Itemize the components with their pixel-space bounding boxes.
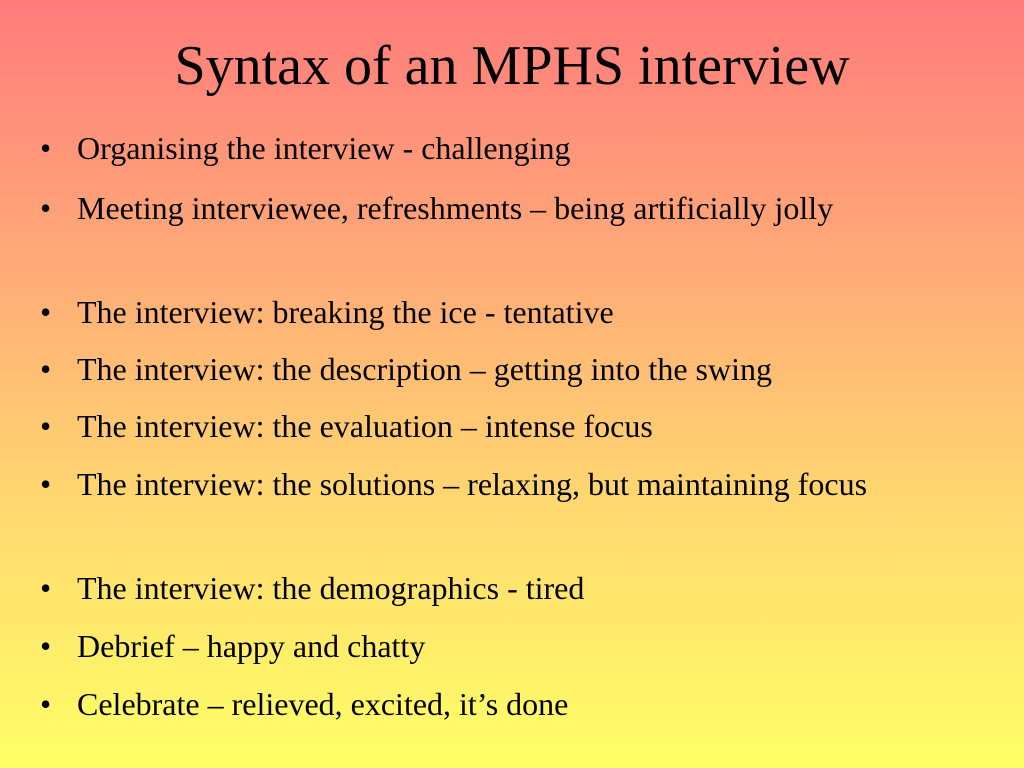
bullet-text: The interview: breaking the ice - tentative	[77, 294, 614, 330]
bullet-item	[40, 124, 970, 172]
bullet-icon: •	[40, 570, 52, 606]
bullet-text: The interview: the description – getting into the swing	[77, 351, 772, 387]
bullet-item	[40, 402, 970, 450]
bullet-item	[40, 564, 970, 612]
bullet-text: The interview: the solutions – relaxing, but maintaining focus	[77, 466, 868, 502]
bullet-item	[40, 184, 970, 232]
bullet-icon: •	[40, 628, 52, 664]
bullet-item	[40, 680, 970, 728]
bullet-icon: •	[40, 466, 52, 502]
bullet-icon: •	[40, 408, 52, 444]
bullet-text: The interview: the evaluation – intense focus	[77, 408, 653, 444]
bullet-text: Meeting interviewee, refreshments – being artificially jolly	[77, 190, 834, 226]
bullet-icon: •	[40, 130, 52, 166]
bullet-icon: •	[40, 294, 52, 330]
slide-title: Syntax of an MPHS interview	[174, 35, 850, 97]
bullet-text: Debrief – happy and chatty	[77, 628, 426, 664]
bullet-item	[40, 345, 970, 393]
bullet-item	[40, 622, 970, 670]
bullet-icon: •	[40, 190, 52, 226]
bullet-icon: •	[40, 351, 52, 387]
bullet-text: The interview: the demographics - tired	[77, 570, 585, 606]
bullet-item	[40, 460, 970, 508]
bullet-text: Organising the interview - challenging	[77, 130, 571, 166]
bullet-item	[40, 288, 970, 336]
bullet-text: Celebrate – relieved, excited, it’s done	[77, 686, 569, 722]
bullet-icon: •	[40, 686, 52, 722]
